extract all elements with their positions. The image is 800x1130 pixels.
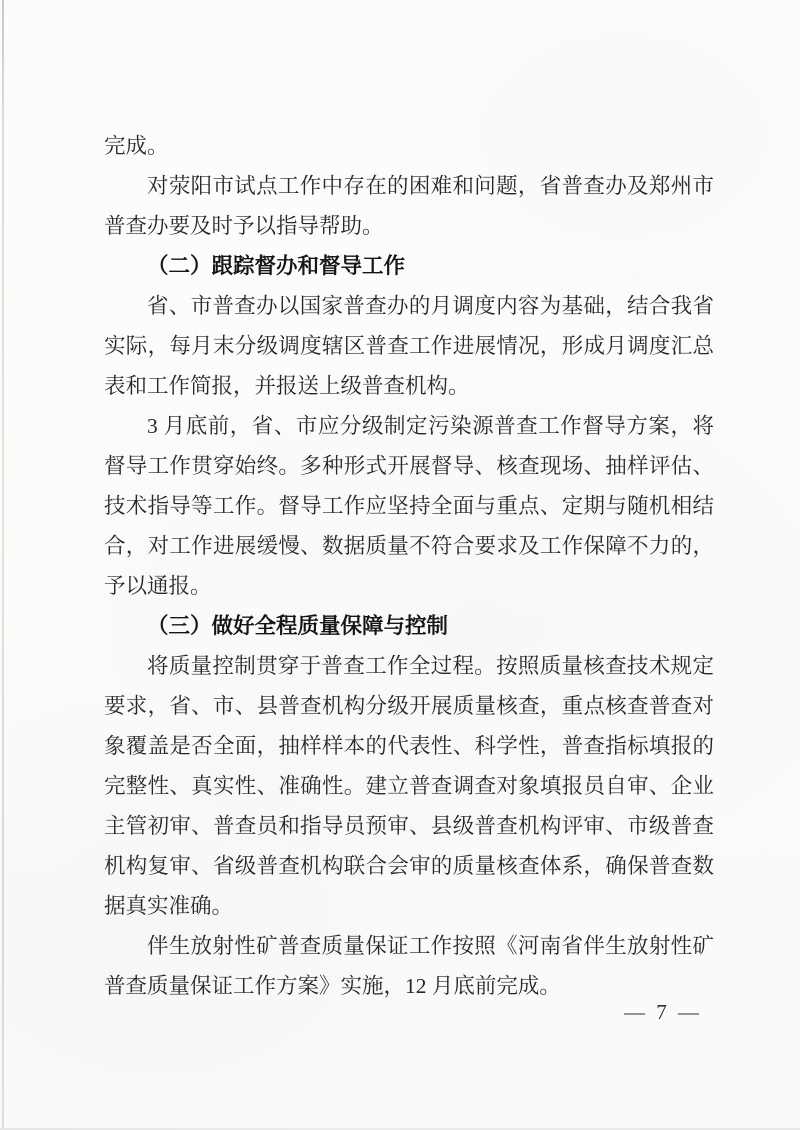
section-heading-2: （二）跟踪督办和督导工作 — [147, 254, 406, 278]
text-line: 主管初审、普查员和指导员预审、县级普查机构评审、市级普查 — [104, 814, 714, 838]
text-line: 技术指导等工作。督导工作应坚持全面与重点、定期与随机相结 — [104, 494, 714, 518]
text-line: 伴生放射性矿普查质量保证工作按照《河南省伴生放射性矿 — [147, 934, 714, 958]
text-line: 督导工作贯穿始终。多种形式开展督导、核查现场、抽样评估、 — [104, 454, 714, 478]
text-line: 据真实准确。 — [104, 894, 234, 918]
text-line: 合，对工作进展缓慢、数据质量不符合要求及工作保障不力的， — [104, 534, 714, 558]
text-line: 完成。 — [104, 134, 169, 158]
text-line: 予以通报。 — [104, 574, 212, 598]
text-line: 普查办要及时予以指导帮助。 — [104, 214, 384, 238]
text-line: 将质量控制贯穿于普查工作全过程。按照质量核查技术规定 — [147, 654, 714, 678]
text-line: 机构复审、省级普查机构联合会审的质量核查体系，确保普查数 — [104, 854, 714, 878]
text-line: 对荥阳市试点工作中存在的困难和问题，省普查办及郑州市 — [147, 174, 714, 198]
scan-edge-artifact-left — [2, 0, 4, 1130]
text-line: 象覆盖是否全面，抽样样本的代表性、科学性，普查指标填报的 — [104, 734, 714, 758]
text-line: 普查质量保证工作方案》实施，12 月底前完成。 — [104, 974, 561, 998]
document-text-block — [104, 126, 714, 1006]
text-line: 表和工作简报，并报送上级普查机构。 — [104, 374, 470, 398]
page-number: — 7 — — [624, 1000, 702, 1024]
text-line: 要求，省、市、县普查机构分级开展质量核查，重点核查普查对 — [104, 694, 714, 718]
text-line: 3 月底前，省、市应分级制定污染源普查工作督导方案，将 — [147, 414, 714, 438]
text-line: 完整性、真实性、准确性。建立普查调查对象填报员自审、企业 — [104, 774, 714, 798]
text-line: 实际，每月末分级调度辖区普查工作进展情况，形成月调度汇总 — [104, 334, 714, 358]
section-heading-3: （三）做好全程质量保障与控制 — [147, 614, 449, 638]
text-line: 省、市普查办以国家普查办的月调度内容为基础，结合我省 — [147, 294, 714, 318]
